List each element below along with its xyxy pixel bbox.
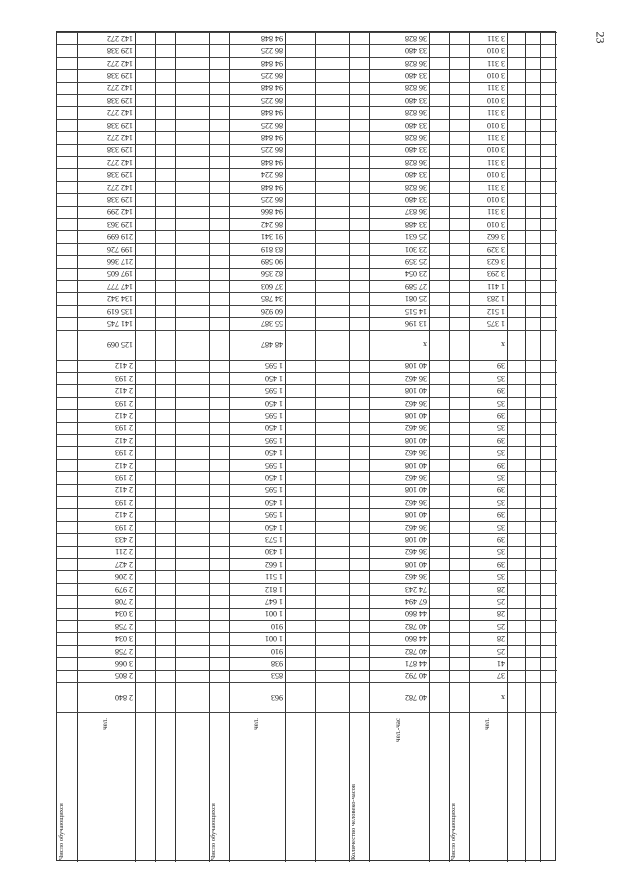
table-cell: 910 bbox=[271, 621, 283, 631]
table-cell: 39 bbox=[497, 361, 505, 371]
table-cell: 40 108 bbox=[405, 361, 427, 371]
table-cell: 125 069 bbox=[107, 340, 133, 350]
table-cell: 1 450 bbox=[265, 373, 283, 383]
table-cell: 963 bbox=[271, 692, 283, 702]
table-cell: 3 623 bbox=[487, 256, 505, 266]
table-cell: 2 412 bbox=[115, 460, 133, 470]
table-cell: 2 708 bbox=[115, 596, 133, 606]
table-cell: 1 450 bbox=[265, 423, 283, 433]
header-divider bbox=[57, 712, 557, 713]
table-cell: 197 605 bbox=[107, 269, 133, 279]
table-cell: 74 243 bbox=[405, 584, 427, 594]
table-cell: 2 427 bbox=[115, 559, 133, 569]
row-divider bbox=[57, 218, 557, 219]
table-cell: 2 758 bbox=[115, 621, 133, 631]
table-cell: 25 bbox=[497, 596, 505, 606]
table-cell: 33 480 bbox=[405, 145, 427, 155]
table-cell: 1 595 bbox=[265, 435, 283, 445]
table-cell: 129 338 bbox=[107, 95, 133, 105]
data-table bbox=[56, 31, 556, 861]
table-cell: 1 512 bbox=[487, 306, 505, 316]
table-cell: 27 589 bbox=[405, 281, 427, 291]
table-cell: 36 462 bbox=[405, 423, 427, 433]
indicator-name: Количество человеко-часов bbox=[350, 783, 357, 860]
table-cell: 1 595 bbox=[265, 510, 283, 520]
table-cell: 35 bbox=[497, 497, 505, 507]
table-cell: 86 225 bbox=[261, 194, 283, 204]
table-cell: 1 511 bbox=[265, 572, 283, 582]
table-cell: 2 206 bbox=[115, 572, 133, 582]
table-cell: 36 462 bbox=[405, 497, 427, 507]
table-cell: 35 bbox=[497, 448, 505, 458]
table-cell: 28 bbox=[497, 609, 505, 619]
table-cell: 35 bbox=[497, 373, 505, 383]
table-cell: 23 054 bbox=[405, 269, 427, 279]
table-cell: 1 812 bbox=[265, 584, 283, 594]
table-cell: 35 bbox=[497, 522, 505, 532]
table-cell: 94 848 bbox=[261, 157, 283, 167]
row-divider bbox=[57, 496, 557, 497]
table-cell: 33 480 bbox=[405, 46, 427, 56]
table-cell: 25 631 bbox=[405, 232, 427, 242]
table-cell: 25 081 bbox=[405, 294, 427, 304]
table-cell: 2 412 bbox=[115, 485, 133, 495]
row-divider bbox=[57, 181, 557, 182]
table-cell: 33 488 bbox=[405, 219, 427, 229]
table-cell: 2 193 bbox=[115, 472, 133, 482]
table-cell: 1 375 bbox=[487, 318, 505, 328]
table-cell: 94 848 bbox=[261, 132, 283, 142]
table-cell: 3 034 bbox=[115, 609, 133, 619]
table-cell: 25 bbox=[497, 646, 505, 656]
table-cell: 2 211 bbox=[115, 547, 133, 557]
row-divider bbox=[57, 558, 557, 559]
table-cell: 40 108 bbox=[405, 485, 427, 495]
table-cell: 40 108 bbox=[405, 510, 427, 520]
row-divider bbox=[57, 119, 557, 120]
table-cell: 3 010 bbox=[487, 194, 505, 204]
table-cell: 36 828 bbox=[405, 33, 427, 43]
table-cell: 37 603 bbox=[261, 281, 283, 291]
table-cell: 25 359 bbox=[405, 256, 427, 266]
table-cell: 134 342 bbox=[107, 294, 133, 304]
table-cell: 135 619 bbox=[107, 306, 133, 316]
table-cell: 39 bbox=[497, 534, 505, 544]
table-cell: 129 363 bbox=[107, 219, 133, 229]
row-divider bbox=[57, 397, 557, 398]
table-cell: 3 010 bbox=[487, 219, 505, 229]
table-cell: 3 311 bbox=[487, 207, 505, 217]
table-cell: 35 bbox=[497, 572, 505, 582]
table-cell: x bbox=[501, 340, 505, 350]
table-cell: 55 387 bbox=[261, 318, 283, 328]
table-cell: 33 480 bbox=[405, 194, 427, 204]
table-cell: 3 010 bbox=[487, 70, 505, 80]
row-divider bbox=[57, 521, 557, 522]
table-cell: 1 595 bbox=[265, 485, 283, 495]
table-cell: 36 828 bbox=[405, 108, 427, 118]
table-cell: 44 871 bbox=[405, 658, 427, 668]
row-divider bbox=[57, 459, 557, 460]
table-cell: 33 480 bbox=[405, 95, 427, 105]
table-cell: 3 311 bbox=[487, 33, 505, 43]
table-cell: 2 193 bbox=[115, 522, 133, 532]
table-cell: 35 bbox=[497, 472, 505, 482]
table-cell: 910 bbox=[271, 646, 283, 656]
table-cell: 94 848 bbox=[261, 58, 283, 68]
table-cell: 36 828 bbox=[405, 157, 427, 167]
table-cell: 33 480 bbox=[405, 120, 427, 130]
table-cell: 94 848 bbox=[261, 83, 283, 93]
table-cell: 1 662 bbox=[265, 559, 283, 569]
table-cell: 40 108 bbox=[405, 534, 427, 544]
table-cell: 40 108 bbox=[405, 386, 427, 396]
table-cell: 86 242 bbox=[261, 219, 283, 229]
table-cell: 141 745 bbox=[107, 318, 133, 328]
table-cell: 67 494 bbox=[405, 596, 427, 606]
table-cell: 1 411 bbox=[487, 281, 505, 291]
row-divider bbox=[57, 372, 557, 373]
table-cell: 3 311 bbox=[487, 83, 505, 93]
table-cell: 2 979 bbox=[115, 584, 133, 594]
table-cell: 1 450 bbox=[265, 448, 283, 458]
table-cell: 94 866 bbox=[261, 207, 283, 217]
table-cell: 36 828 bbox=[405, 132, 427, 142]
table-cell: 1 001 bbox=[265, 634, 283, 644]
table-cell: 129 338 bbox=[107, 145, 133, 155]
unit-label: чел. bbox=[252, 718, 260, 730]
indicator-name: Число обучающихся bbox=[210, 803, 217, 860]
table-cell: 129 338 bbox=[107, 70, 133, 80]
table-cell: 3 293 bbox=[487, 269, 505, 279]
table-cell: 13 196 bbox=[405, 318, 427, 328]
table-cell: 3 311 bbox=[487, 108, 505, 118]
table-cell: 40 782 bbox=[405, 646, 427, 656]
table-cell: 82 356 bbox=[261, 269, 283, 279]
row-divider bbox=[57, 583, 557, 584]
row-divider bbox=[57, 156, 557, 157]
table-cell: x bbox=[501, 692, 505, 702]
table-cell: 36 828 bbox=[405, 83, 427, 93]
row-divider bbox=[57, 620, 557, 621]
unit-label: чел.-час bbox=[394, 718, 402, 742]
table-cell: 142 272 bbox=[107, 33, 133, 43]
table-cell: 853 bbox=[271, 671, 283, 681]
table-cell: 83 819 bbox=[261, 244, 283, 254]
table-cell: 2 193 bbox=[115, 497, 133, 507]
table-cell: 142 299 bbox=[107, 207, 133, 217]
table-cell: 142 272 bbox=[107, 58, 133, 68]
table-cell: 39 bbox=[497, 460, 505, 470]
table-cell: 94 848 bbox=[261, 182, 283, 192]
table-cell: 39 bbox=[497, 386, 505, 396]
table-cell: 36 462 bbox=[405, 547, 427, 557]
table-cell: 36 828 bbox=[405, 58, 427, 68]
table-cell: 142 272 bbox=[107, 108, 133, 118]
table-cell: 25 bbox=[497, 621, 505, 631]
table-cell: 39 bbox=[497, 410, 505, 420]
table-cell: 199 726 bbox=[107, 244, 133, 254]
table-cell: 1 283 bbox=[487, 294, 505, 304]
table-cell: 3 010 bbox=[487, 145, 505, 155]
table-cell: 40 108 bbox=[405, 559, 427, 569]
table-cell: 3 311 bbox=[487, 182, 505, 192]
table-cell: 2 412 bbox=[115, 510, 133, 520]
table-cell: 3 010 bbox=[487, 46, 505, 56]
table-cell: 60 926 bbox=[261, 306, 283, 316]
table-cell: 1 595 bbox=[265, 386, 283, 396]
table-cell: 1 001 bbox=[265, 609, 283, 619]
table-cell: 40 782 bbox=[405, 621, 427, 631]
table-cell: 39 bbox=[497, 435, 505, 445]
table-cell: 41 bbox=[497, 658, 505, 668]
table-cell: 86 225 bbox=[261, 145, 283, 155]
table-cell: 3 662 bbox=[487, 232, 505, 242]
page-number: 23 bbox=[593, 31, 608, 44]
table-cell: 2 805 bbox=[115, 671, 133, 681]
table-cell: 1 595 bbox=[265, 460, 283, 470]
table-cell: 36 462 bbox=[405, 472, 427, 482]
table-cell: 1 647 bbox=[265, 596, 283, 606]
table-cell: 3 311 bbox=[487, 157, 505, 167]
row-divider bbox=[57, 32, 557, 33]
table-cell: 2 193 bbox=[115, 398, 133, 408]
row-divider bbox=[57, 645, 557, 646]
table-cell: 3 010 bbox=[487, 95, 505, 105]
table-cell: 2 412 bbox=[115, 386, 133, 396]
table-cell: 2 433 bbox=[115, 534, 133, 544]
table-cell: 94 848 bbox=[261, 33, 283, 43]
row-divider bbox=[57, 57, 557, 58]
table-cell: 35 bbox=[497, 398, 505, 408]
table-cell: 142 272 bbox=[107, 83, 133, 93]
table-cell: 86 225 bbox=[261, 120, 283, 130]
table-cell: 34 785 bbox=[261, 294, 283, 304]
row-divider bbox=[57, 94, 557, 95]
table-cell: 2 412 bbox=[115, 435, 133, 445]
row-divider bbox=[57, 305, 557, 306]
table-cell: 23 301 bbox=[405, 244, 427, 254]
table-cell: 3 066 bbox=[115, 658, 133, 668]
table-cell: 86 225 bbox=[261, 95, 283, 105]
table-cell: 147 777 bbox=[107, 281, 133, 291]
table-cell: 36 462 bbox=[405, 398, 427, 408]
table-cell: 39 bbox=[497, 485, 505, 495]
table-cell: 2 193 bbox=[115, 448, 133, 458]
table-cell: 36 462 bbox=[405, 448, 427, 458]
row-divider bbox=[57, 682, 557, 683]
table-cell: 1 450 bbox=[265, 398, 283, 408]
table-cell: 1 450 bbox=[265, 497, 283, 507]
table-cell: 1 450 bbox=[265, 472, 283, 482]
row-divider bbox=[57, 330, 557, 331]
table-cell: 14 515 bbox=[405, 306, 427, 316]
table-cell: 40 782 bbox=[405, 692, 427, 702]
table-cell: 129 338 bbox=[107, 194, 133, 204]
table-cell: 2 193 bbox=[115, 423, 133, 433]
table-cell: 129 338 bbox=[107, 46, 133, 56]
table-cell: 3 010 bbox=[487, 170, 505, 180]
table-cell: 1 573 bbox=[265, 534, 283, 544]
table-cell: 28 bbox=[497, 634, 505, 644]
table-cell: 36 828 bbox=[405, 182, 427, 192]
row-divider bbox=[57, 434, 557, 435]
table-cell: 35 bbox=[497, 423, 505, 433]
table-cell: 37 bbox=[497, 671, 505, 681]
table-cell: 3 034 bbox=[115, 634, 133, 644]
table-cell: 217 366 bbox=[107, 256, 133, 266]
table-cell: 1 450 bbox=[265, 522, 283, 532]
unit-label: чел. bbox=[101, 718, 109, 730]
unit-label: чел. bbox=[483, 718, 491, 730]
table-cell: 36 462 bbox=[405, 572, 427, 582]
table-cell: 33 480 bbox=[405, 70, 427, 80]
table-cell: 35 bbox=[497, 547, 505, 557]
table-cell: 36 462 bbox=[405, 373, 427, 383]
table-cell: 1 595 bbox=[265, 410, 283, 420]
table-cell: 44 860 bbox=[405, 609, 427, 619]
table-cell: 91 341 bbox=[261, 232, 283, 242]
table-cell: x bbox=[423, 340, 427, 350]
table-cell: 33 480 bbox=[405, 170, 427, 180]
table-cell: 1 430 bbox=[265, 547, 283, 557]
row-divider bbox=[57, 280, 557, 281]
table-cell: 2 758 bbox=[115, 646, 133, 656]
table-cell: 938 bbox=[271, 658, 283, 668]
table-cell: 40 108 bbox=[405, 410, 427, 420]
table-cell: 3 329 bbox=[487, 244, 505, 254]
table-cell: 2 412 bbox=[115, 361, 133, 371]
table-cell: 90 589 bbox=[261, 256, 283, 266]
table-cell: 142 272 bbox=[107, 132, 133, 142]
row-divider bbox=[57, 243, 557, 244]
table-cell: 40 108 bbox=[405, 460, 427, 470]
table-cell: 40 108 bbox=[405, 435, 427, 445]
table-cell: 2 840 bbox=[115, 692, 133, 702]
table-cell: 44 860 bbox=[405, 634, 427, 644]
table-cell: 142 272 bbox=[107, 157, 133, 167]
table-cell: 39 bbox=[497, 559, 505, 569]
indicator-name: Число обучающихся bbox=[450, 803, 457, 860]
table-cell: 40 792 bbox=[405, 671, 427, 681]
table-cell: 129 338 bbox=[107, 120, 133, 130]
table-cell: 94 848 bbox=[261, 108, 283, 118]
table-cell: 142 272 bbox=[107, 182, 133, 192]
indicator-name: Число обучающихся bbox=[58, 803, 65, 860]
table-cell: 86 225 bbox=[261, 70, 283, 80]
table-cell: 86 224 bbox=[261, 170, 283, 180]
table-cell: 2 193 bbox=[115, 373, 133, 383]
table-cell: 3 010 bbox=[487, 120, 505, 130]
table-cell: 28 bbox=[497, 584, 505, 594]
table-cell: 129 338 bbox=[107, 170, 133, 180]
table-cell: 36 462 bbox=[405, 522, 427, 532]
table-cell: 39 bbox=[497, 510, 505, 520]
table-cell: 219 699 bbox=[107, 232, 133, 242]
table-cell: 48 487 bbox=[261, 340, 283, 350]
table-cell: 36 837 bbox=[405, 207, 427, 217]
table-cell: 3 311 bbox=[487, 132, 505, 142]
table-cell: 1 595 bbox=[265, 361, 283, 371]
table-cell: 3 311 bbox=[487, 58, 505, 68]
table-cell: 86 225 bbox=[261, 46, 283, 56]
table-cell: 2 412 bbox=[115, 410, 133, 420]
